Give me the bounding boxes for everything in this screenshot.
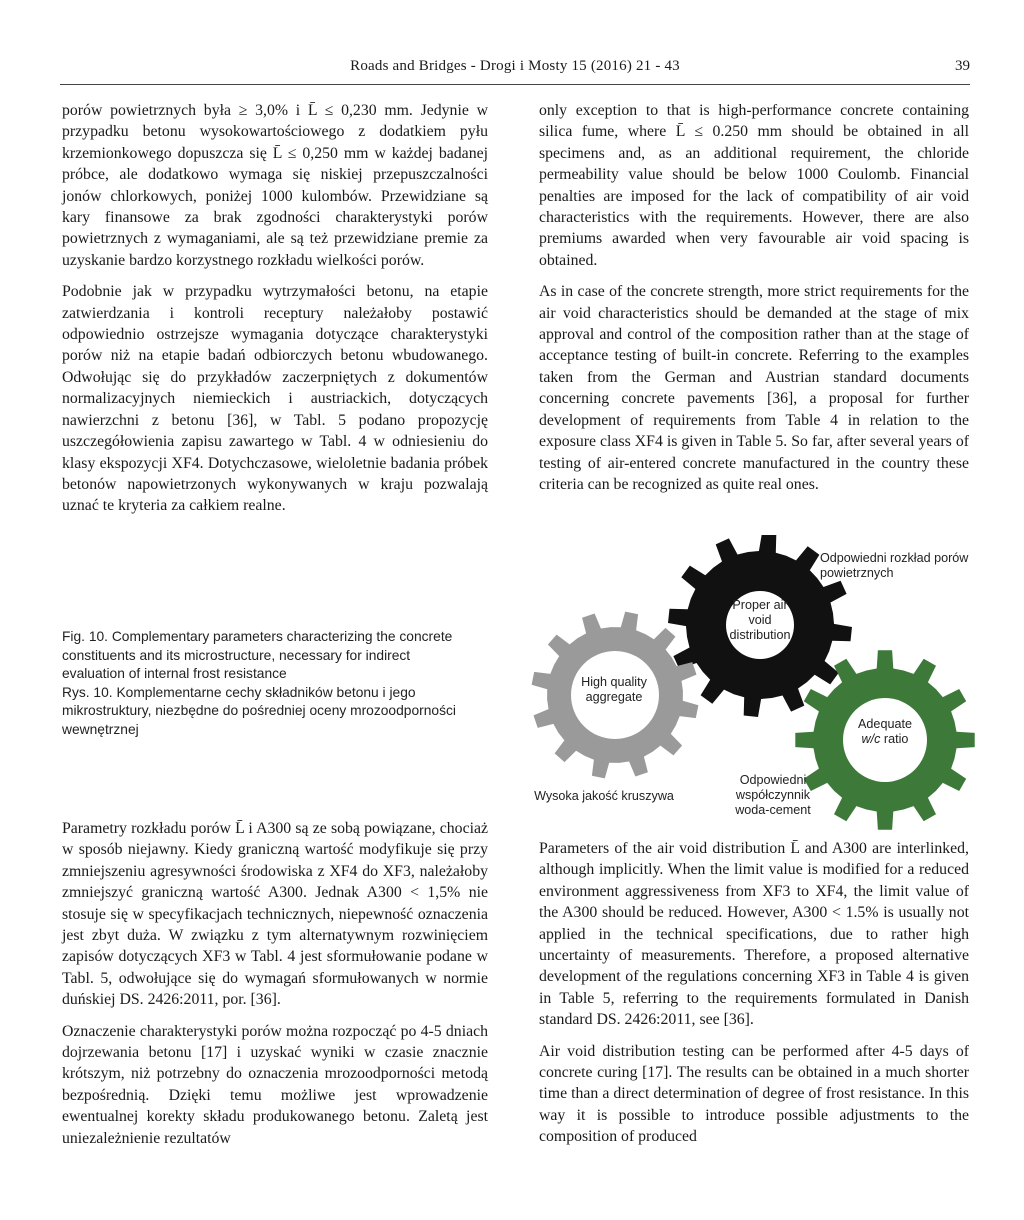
label-en-wc (845, 717, 925, 747)
paragraph: Air void distribution testing can be performed after 4-5 days of concrete curing [17]. The results can be obtained in a much shorter time than a direct determination of degree of frost resistance. In this way it is possible to introduce possible adjustments to the composition of produced (539, 1042, 969, 1146)
label-en-wc-rest: ratio (880, 732, 909, 746)
running-header (60, 58, 970, 84)
label-en-wc-word: Adequate (858, 717, 912, 731)
left-column-top (62, 100, 488, 527)
paragraph: porów powietrznych była ≥ 3,0% i L̄ ≤ 0,230 mm. Jedynie w przypadku betonu wysokowartościowego z dodatkiem pyłu krzemionkowego dopuszcza się L̄ ≤ 0,250 mm w każdej badanej próbce, ale dodatkowo wymaga się niskiej przepuszczalności jonów chlorkowych, poniżej 1000 kulombów. Przewidziane są kary finansowe za brak zgodności charakterystyki porów powietrznych z wymaganiami, ale są też przewidziane premie za uzyskanie bardzo korzystnego rozkładu wielkości porów. (62, 102, 488, 269)
caption-line: mikrostruktury, niezbędne do pośredniej oceny mrozoodporności (62, 703, 456, 719)
journal-citation: Roads and Bridges - Drogi i Mosty 15 (2016) 21 - 43 (350, 58, 680, 74)
label-en-wc-italic: w/c (861, 732, 881, 746)
paragraph: Parametry rozkładu porów L̄ i A300 są ze sobą powiązane, chociaż w sposób niejawny. Kiedy graniczną wartość modyfikuje się przy zmniejszeniu agresywności środowiska z XF4 do XF3, należałoby zmniejszyć graniczną wartość A300. Jednak A300 < 1,5% nie stosuje się w specyfikacjach technicznych, niepewność oznaczenia jest zbyt duża. W związku z tym alternatywnym rozwinięciem zapisów dotyczących XF3 w Tabl. 4 jest sformułowanie podane w Tabl. 5, odwołujące się do wymagań sformułowanych w normie duńskiej DS. 2426:2011, por. [36]. (62, 820, 488, 1009)
paragraph: As in case of the concrete strength, more strict requirements for the air void characteristics should be demanded at the stage of mix approval and control of the composition rather than at the stage of acceptance testing of built-in concrete. Referring to the examples taken from the German and Austrian standard documents concerning concrete pavements [36], a proposal for further development of requirements from Table 4 in relation to the exposure class XF4 is given in Table 5. So far, after several years of testing of air-entered concrete manufactured in the country these criteria can be recognized as quite real ones. (539, 283, 969, 493)
right-column-bottom (539, 838, 969, 1158)
caption-line: Rys. 10. Komplementarne cechy składników betonu i jego (62, 684, 416, 700)
label-en-air-void: Proper air void distribution (729, 598, 791, 642)
label-pl-air-void: Odpowiedni rozkład porów powietrznych (820, 551, 969, 580)
paragraph: Parameters of the air void distribution L̄ and A300 are interlinked, although implicitly. When the limit value is modified for a reduced environment aggressiveness from XF3 to XF4, the limit value of the A300 should be reduced. However, A300 < 1.5% is usually not applied in the technical specifications, due to rather high uncertainty of measurements. Therefore, a proposed alternative development of the regulations concerning XF3 in Table 4 is given in Table 5, referring to the requirements formulated in Danish standard DS. 2426:2011, see [36]. (539, 840, 969, 1029)
page-number: 39 (955, 58, 970, 74)
paragraph: Podobnie jak w przypadku wytrzymałości betonu, na etapie zatwierdzania i kontroli receptury należałoby postawić odpowiednio ostrzejsze wymagania dotyczące charakterystyki porów niż na etapie badań odbiorczych betonu wbudowanego. Odwołując się do przykładów zaczerpniętych z dokumentów normalizacyjnych niemieckich i austriackich, dotyczących nawierzchni z betonu [36], w Tabl. 5 podano propozycję uszczegółowienia zapisu zawartego w Tabl. 4 w odniesieniu do klasy ekspozycji XF4. Dotychczasowe, wieloletnie badania próbek betonów napowietrzonych wykonywanych w kraju pozwalają uznać te kryteria za całkiem realne. (62, 283, 488, 515)
label-pl-aggregate: Wysoka jakość kruszywa (534, 789, 674, 803)
right-column-top (539, 100, 969, 505)
caption-line: wewnętrznej (62, 721, 139, 737)
label-pl-wc: Odpowiedni współczynnik woda-cement (735, 773, 811, 817)
header-rule (60, 84, 970, 85)
gears-figure (520, 535, 990, 830)
caption-line: Fig. 10. Complementary parameters characterizing the concrete (62, 629, 453, 644)
paragraph: only exception to that is high-performance concrete containing silica fume, where L̄ ≤ 0.250 mm should be obtained in all specimens and, as an additional requirement, the chloride permeability value should be below 1000 Coulomb. Financial penalties are imposed for the lack of compatibility of air void characteristics with the requirements. However, there are also premiums awarded when very favourable air void spacing is obtained. (539, 102, 969, 269)
label-en-aggregate: High quality aggregate (581, 675, 647, 704)
paragraph: Oznaczenie charakterystyki porów można rozpocząć po 4-5 dniach dojrzewania betonu [17] i uzyskać wyniki w czasie znacznie krótszym, niż potrzebny do oznaczenia mrozoodporności metodą bezpośrednią. Dzięki temu możliwe jest wprowadzenie ewentualnej korekty składu produkowanego betonu. Zaletą jest uniezależnienie rezultatów (62, 1022, 488, 1147)
left-column-bottom (62, 818, 488, 1159)
caption-line: evaluation of internal frost resistance (62, 666, 287, 682)
figure-caption (62, 628, 532, 740)
caption-line: constituents and its microstructure, necessary for indirect (62, 647, 411, 663)
